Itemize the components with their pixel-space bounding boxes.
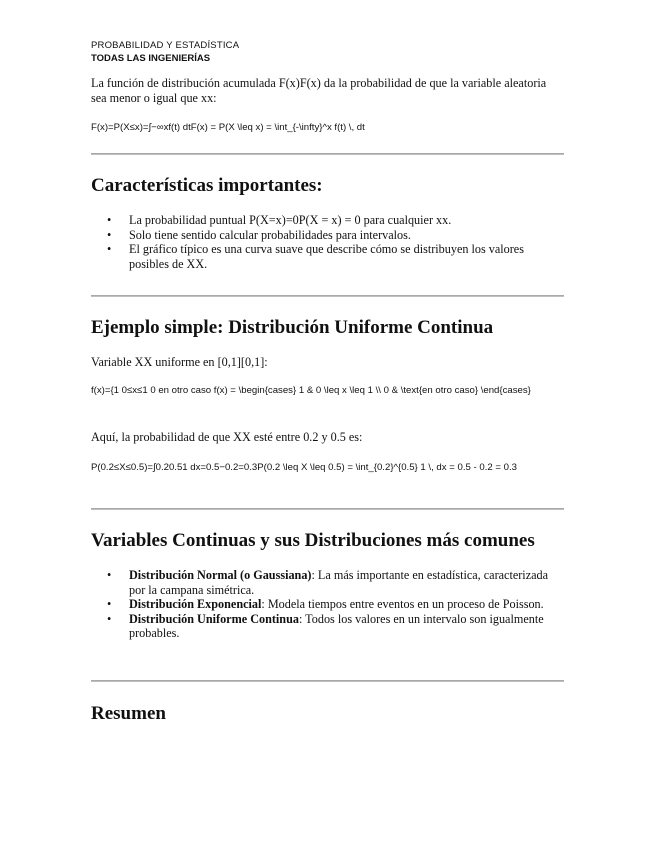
uniform-pdf-formula: f(x)={1 0≤x≤1 0 en otro caso f(x) = \begin{cases} 1 & 0 \leq x \leq 1 \\ 0 & \text{en otro caso} \end{cases} [91,385,531,396]
list-item: • Distribución Uniforme Continua: Todos los valores en un intervalo son igualmente probables. [107,611,544,640]
interval-probability-formula: P(0.2≤X≤0.5)=∫0.20.51 dx=0.5−0.2=0.3P(0.2 \leq X \leq 0.5) = \int_{0.2}^{0.5} 1 \, dx = 0.5 - 0.2 = 0.3 [91,462,517,473]
list-item: • La probabilidad puntual P(X=x)=0P(X = x) = 0 para cualquier xx. [107,213,452,227]
ejemplo-paragraph-2: Aquí, la probabilidad de que XX esté entre 0.2 y 0.5 es: [91,430,363,444]
section-title-resumen: Resumen [91,703,166,724]
divider [91,680,564,682]
list-item: • Solo tiene sentido calcular probabilidades para intervalos. [107,227,411,242]
divider [91,153,564,155]
divider [91,508,564,510]
divider [91,295,564,297]
section-title-ejemplo: Ejemplo simple: Distribución Uniforme Continua [91,317,494,338]
header-course: PROBABILIDAD Y ESTADÍSTICA [91,40,240,51]
intro-paragraph: La función de distribución acumulada F(x)F(x) da la probabilidad de que la variable aleatoria sea menor o igual que xx: [91,76,547,105]
list-item: • El gráfico típico es una curva suave que describe cómo se distribuyen los valores posibles de XX. [107,242,524,271]
ejemplo-paragraph-1: Variable XX uniforme en [0,1][0,1]: [91,355,268,369]
section-title-variables: Variables Continuas y sus Distribuciones más comunes [91,530,535,551]
header-audience: TODAS LAS INGENIERÍAS [91,53,211,64]
section-title-caracteristicas: Características importantes: [91,175,323,196]
list-item: • Distribución Exponencial: Modela tiempos entre eventos en un proceso de Poisson. [107,597,544,611]
distribuciones-list [91,568,564,641]
cdf-formula: F(x)=P(X≤x)=∫−∞xf(t) dtF(x) = P(X \leq x) = \int_{-\infty}^x f(t) \, dt [91,122,365,133]
list-item: • Distribución Normal (o Gaussiana): La más importante en estadística, caracterizada por la campana simétrica. [107,568,549,597]
caracteristicas-list [91,213,564,271]
